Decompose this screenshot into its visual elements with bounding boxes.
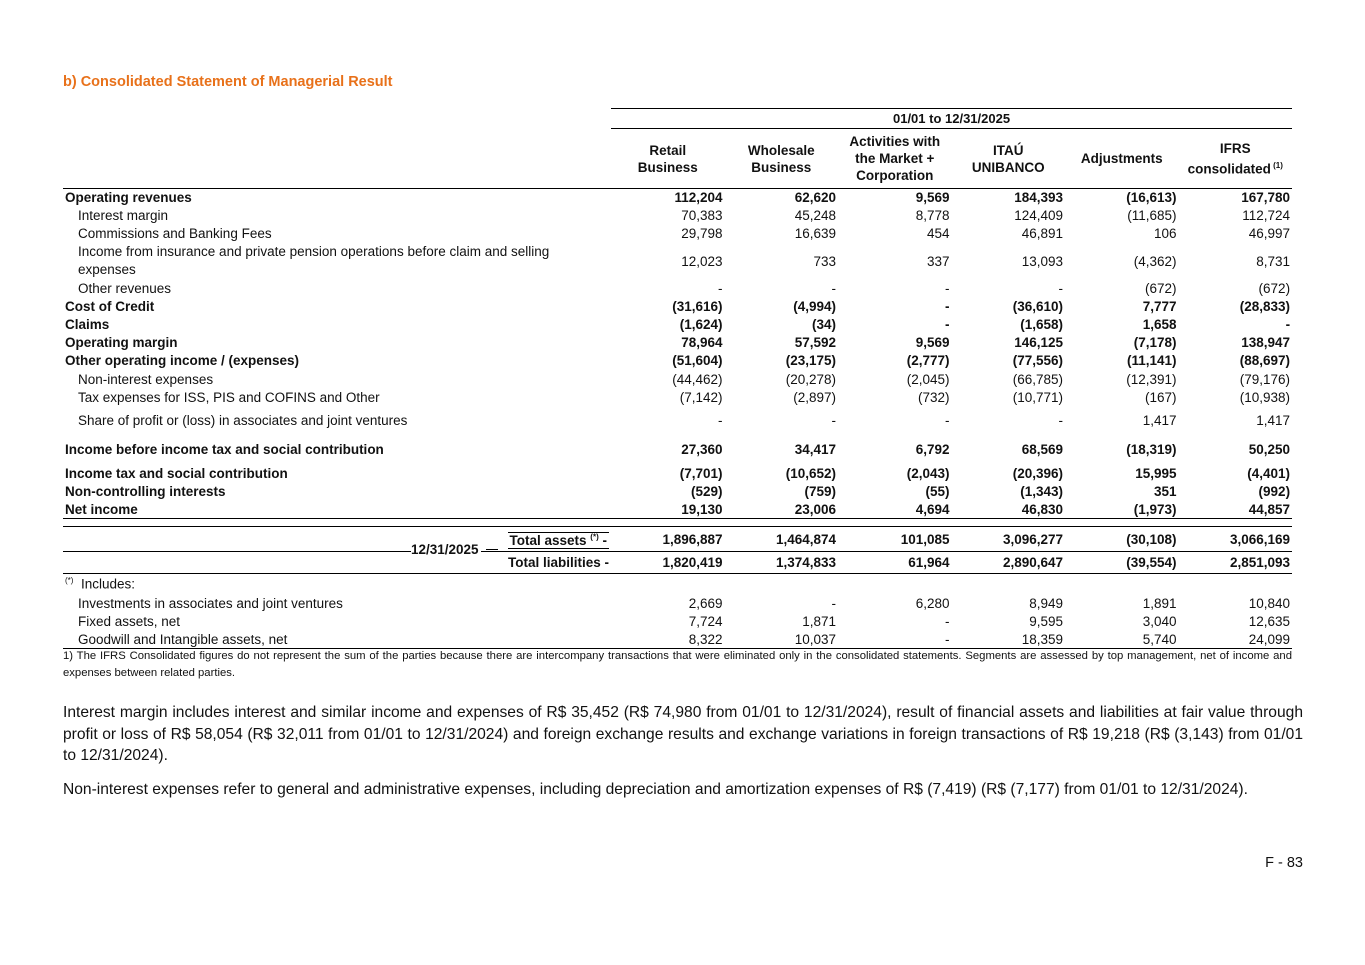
row-label-investments-in-associates-and-joint-ventures: Investments in associates and joint ventures [78,595,343,611]
bracket-connector [486,549,498,550]
share-of-profit-or-loss-in-associates-and-joint-ventures-value-1: - [831,413,836,429]
other-operating-income-expenses-value-2: (2,777) [906,353,950,369]
income-before-income-tax-and-social-contribution-value-1: 34,417 [794,442,836,458]
table-row [63,612,1292,630]
net-income-value-3: 46,830 [952,501,1066,519]
table-row [63,388,1292,406]
total-liabilities-value-2: 61,964 [838,552,952,574]
operating-revenues-value-1: 62,620 [794,190,836,206]
table-row [63,225,1292,243]
row-label-operating-margin: Operating margin [65,335,178,351]
cost-of-credit-value-3: (36,610) [1012,298,1063,314]
cost-of-credit-value-0: (31,616) [672,298,723,314]
cost-of-credit-value-5: (28,833) [1239,298,1291,314]
fixed-assets-net-value-0: 7,724 [688,613,723,629]
table-row [63,315,1292,333]
income-from-insurance-and-private-pension-operations-before-claim-and-selling-expenses-value-1: 733 [813,253,836,269]
income-before-income-tax-and-social-contribution-value-3: 68,569 [1021,442,1063,458]
share-of-profit-or-loss-in-associates-and-joint-ventures-value-4: 1,417 [1142,413,1177,429]
investments-in-associates-and-joint-ventures-value-4: 1,891 [1142,595,1177,611]
cost-of-credit-value-2: - [945,298,950,314]
column-header-3: ITAÚ UNIBANCO [952,129,1066,189]
fixed-assets-net-value-3: 9,595 [1029,613,1063,629]
row-label-income-from-insurance-and-private-pension-operations-before-claim-and-selling-expenses: Income from insurance and private pension operations before claim and selling expenses [78,244,550,278]
operating-revenues-value-3: 184,393 [1014,190,1063,206]
row-label-other-revenues: Other revenues [78,280,172,296]
non-controlling-interests-value-3: (1,343) [1020,484,1063,500]
goodwill-and-intangible-assets-net-value-5: 24,099 [1179,630,1293,648]
share-of-profit-or-loss-in-associates-and-joint-ventures-value-3: - [1058,413,1063,429]
row-label-net-income: Net income [63,501,611,519]
column-header-0: Retail Business [611,129,725,189]
row-label-income-before-income-tax-and-social-contribution: Income before income tax and social contribution [65,442,384,458]
table-row [63,435,1292,464]
total-liabilities-label: Total liabilities - [63,552,611,574]
income-tax-and-social-contribution-value-4: 15,995 [1135,465,1177,481]
other-revenues-value-4: (672) [1144,280,1177,296]
goodwill-and-intangible-assets-net-value-4: 5,740 [1065,630,1179,648]
row-label-operating-revenues: Operating revenues [65,190,192,206]
total-assets-label: Total assets (*) - [509,532,607,548]
table-row [63,406,1292,435]
share-of-profit-or-loss-in-associates-and-joint-ventures-value-2: - [945,413,950,429]
income-from-insurance-and-private-pension-operations-before-claim-and-selling-expenses-value-4: (4,362) [1133,253,1177,269]
income-from-insurance-and-private-pension-operations-before-claim-and-selling-expenses-value-5: 8,731 [1256,253,1291,269]
row-label-commissions-and-banking-fees: Commissions and Banking Fees [78,226,272,242]
investments-in-associates-and-joint-ventures-value-2: 6,280 [915,595,950,611]
income-from-insurance-and-private-pension-operations-before-claim-and-selling-expenses-value-2: 337 [926,253,950,269]
non-controlling-interests-value-2: (55) [925,484,950,500]
goodwill-and-intangible-assets-net-value-3: 18,359 [952,630,1066,648]
other-revenues-value-5: (672) [1258,280,1291,296]
table-row [63,207,1292,225]
column-header-4: Adjustments [1065,129,1179,189]
section-title: b) Consolidated Statement of Managerial Result [63,74,393,90]
table-row [63,464,1292,482]
commissions-and-banking-fees-value-1: 16,639 [794,226,836,242]
other-operating-income-expenses-value-3: (77,556) [1012,353,1063,369]
table-row [63,297,1292,315]
row-label-cost-of-credit: Cost of Credit [65,298,155,314]
row-label-claims: Claims [65,317,110,333]
total-liabilities-value-1: 1,374,833 [725,552,839,574]
interest-margin-value-3: 124,409 [1014,208,1063,224]
total-assets-value-0: 1,896,887 [611,527,725,552]
tax-expenses-for-iss-pis-and-cofins-and-other-value-5: (10,938) [1239,389,1291,405]
income-tax-and-social-contribution-value-5: (4,401) [1247,465,1291,481]
non-controlling-interests-value-5: (992) [1258,484,1291,500]
other-operating-income-expenses-value-0: (51,604) [672,353,723,369]
non-interest-expenses-value-4: (12,391) [1126,371,1177,387]
table-row [63,352,1292,370]
net-income-value-4: (1,973) [1065,501,1179,519]
interest-margin-value-5: 112,724 [1242,208,1291,224]
tax-expenses-for-iss-pis-and-cofins-and-other-value-0: (7,142) [679,389,723,405]
non-controlling-interests-value-0: (529) [690,484,723,500]
operating-revenues-value-5: 167,780 [1241,190,1291,206]
other-revenues-value-3: - [1058,280,1063,296]
commissions-and-banking-fees-value-2: 454 [926,226,950,242]
header-blank [63,109,611,129]
claims-value-1: (34) [811,317,836,333]
income-before-income-tax-and-social-contribution-value-5: 50,250 [1248,442,1291,458]
non-controlling-interests-value-1: (759) [804,484,836,500]
row-label-goodwill-and-intangible-assets-net: Goodwill and Intangible assets, net [63,630,611,648]
non-interest-expenses-value-5: (79,176) [1239,371,1291,387]
net-income-value-0: 19,130 [611,501,725,519]
commissions-and-banking-fees-value-0: 29,798 [681,226,723,242]
interest-margin-value-2: 8,778 [915,208,950,224]
investments-in-associates-and-joint-ventures-value-0: 2,669 [688,595,723,611]
claims-value-0: (1,624) [679,317,723,333]
operating-revenues-value-4: (16,613) [1126,190,1177,206]
non-interest-expenses-value-0: (44,462) [672,371,723,387]
commissions-and-banking-fees-value-4: 106 [1153,226,1177,242]
cost-of-credit-value-4: 7,777 [1142,298,1177,314]
net-income-value-2: 4,694 [838,501,952,519]
table-row [63,594,1292,612]
other-operating-income-expenses-value-1: (23,175) [785,353,836,369]
column-header-1: Wholesale Business [725,129,839,189]
total-assets-value-3: 3,096,277 [952,527,1066,552]
operating-margin-value-3: 146,125 [1014,335,1063,351]
page-number: F - 83 [1265,855,1303,871]
income-from-insurance-and-private-pension-operations-before-claim-and-selling-expenses-value-0: 12,023 [681,253,723,269]
fixed-assets-net-value-5: 12,635 [1248,613,1291,629]
row-label-non-controlling-interests: Non-controlling interests [65,484,226,500]
non-controlling-interests-value-4: 351 [1153,484,1177,500]
balance-date-cell [63,527,611,558]
other-revenues-value-0: - [718,280,723,296]
non-interest-expenses-value-2: (2,045) [906,371,950,387]
income-tax-and-social-contribution-value-3: (20,396) [1012,465,1063,481]
managerial-result-table [63,108,1292,649]
total-liabilities-value-4: (39,554) [1065,552,1179,574]
interest-margin-value-0: 70,383 [681,208,723,224]
row-label-non-interest-expenses: Non-interest expenses [78,371,214,387]
table-row [63,189,1292,207]
table-row [63,501,1292,519]
share-of-profit-or-loss-in-associates-and-joint-ventures-value-5: 1,417 [1256,413,1291,429]
cost-of-credit-value-1: (4,994) [793,298,836,314]
other-revenues-value-2: - [945,280,950,296]
interest-margin-value-4: (11,685) [1127,208,1177,224]
claims-value-3: (1,658) [1020,317,1063,333]
table-row [63,630,1292,648]
income-tax-and-social-contribution-value-1: (10,652) [785,465,836,481]
fixed-assets-net-value-2: - [945,613,950,629]
row-label-other-operating-income-expenses: Other operating income / (expenses) [65,353,300,369]
income-tax-and-social-contribution-value-2: (2,043) [906,465,950,481]
other-operating-income-expenses-value-5: (88,697) [1239,353,1291,369]
interest-margin-value-1: 45,248 [794,208,836,224]
interest-margin-note: Interest margin includes interest and similar income and expenses of R$ 35,452 (R$ 74,980 from 01/01 to 12/31/2024), result of financial assets and liabilities at fair value through profit or loss of R$ 58,054 (R$ 32,011 from 01/01 to 12/31/2024) and foreign exchange results and exchange variations in foreign transactions of R$ 19,218 (R$ (3,143) from 01/01 to 12/31/2024). [63,704,1303,764]
row-label-share-of-profit-or-loss-in-associates-and-joint-ventures: Share of profit or (loss) in associates and joint ventures [78,413,408,429]
claims-value-2: - [945,317,950,333]
non-interest-expenses-value-1: (20,278) [785,371,836,387]
total-liabilities-value-3: 2,890,647 [952,552,1066,574]
fixed-assets-net-value-4: 3,040 [1142,613,1177,629]
operating-revenues-value-2: 9,569 [915,190,950,206]
claims-value-4: 1,658 [1142,317,1177,333]
non-interest-expenses-value-3: (66,785) [1012,371,1063,387]
income-tax-and-social-contribution-value-0: (7,701) [679,465,723,481]
operating-revenues-value-0: 112,204 [674,190,723,206]
income-before-income-tax-and-social-contribution-value-0: 27,360 [681,442,723,458]
claims-value-5: - [1285,317,1291,333]
total-assets-value-2: 101,085 [838,527,952,552]
operating-margin-value-2: 9,569 [915,335,950,351]
column-header-2: Activities with the Market + Corporation [838,129,952,189]
other-operating-income-expenses-value-4: (11,141) [1126,353,1177,369]
operating-margin-value-0: 78,964 [681,335,723,351]
operating-margin-value-4: (7,178) [1133,335,1177,351]
operating-margin-value-5: 138,947 [1241,335,1291,351]
table-row [63,243,1292,279]
investments-in-associates-and-joint-ventures-value-3: 8,949 [1029,595,1063,611]
goodwill-and-intangible-assets-net-value-1: 10,037 [725,630,839,648]
table-row [63,334,1292,352]
includes-label: (*) Includes: [65,576,136,592]
other-revenues-value-1: - [831,280,836,296]
goodwill-and-intangible-assets-net-value-0: 8,322 [611,630,725,648]
investments-in-associates-and-joint-ventures-value-5: 10,840 [1248,595,1291,611]
balance-date: 12/31/2025 [411,542,479,558]
fixed-assets-net-value-1: 1,871 [802,613,836,629]
net-income-value-5: 44,857 [1179,501,1293,519]
commissions-and-banking-fees-value-3: 46,891 [1021,226,1063,242]
total-assets-value-4: (30,108) [1065,527,1179,552]
income-from-insurance-and-private-pension-operations-before-claim-and-selling-expenses-value-3: 13,093 [1021,253,1063,269]
non-interest-expenses-note: Non-interest expenses refer to general and administrative expenses, including depreciation and amortization expenses of R$ (7,419) (R$ (7,177) from 01/01 to 12/31/2024). [63,781,1248,798]
row-label-fixed-assets-net: Fixed assets, net [78,613,181,629]
total-liabilities-value-5: 2,851,093 [1179,552,1293,574]
row-label-interest-margin: Interest margin [78,208,169,224]
commissions-and-banking-fees-value-5: 46,997 [1248,226,1291,242]
table-row [63,279,1292,297]
tax-expenses-for-iss-pis-and-cofins-and-other-value-2: (732) [917,389,950,405]
row-label-tax-expenses-for-iss-pis-and-cofins-and-other: Tax expenses for ISS, PIS and COFINS and Other [78,389,380,405]
investments-in-associates-and-joint-ventures-value-1: - [831,595,836,611]
goodwill-and-intangible-assets-net-value-2: - [838,630,952,648]
table-row [63,483,1292,501]
table-row [63,370,1292,388]
table-footnote: 1) The IFRS Consolidated figures do not represent the sum of the parties because there are intercompany transactions that were eliminated only in the consolidated statements. Segments are assessed by top management, net of income and expenses between related parties. [63,650,1292,679]
total-assets-value-5: 3,066,169 [1179,527,1293,552]
income-before-income-tax-and-social-contribution-value-4: (18,319) [1126,442,1177,458]
total-assets-value-1: 1,464,874 [725,527,839,552]
tax-expenses-for-iss-pis-and-cofins-and-other-value-1: (2,897) [793,389,836,405]
period-header: 01/01 to 12/31/2025 [611,109,1292,129]
total-liabilities-value-0: 1,820,419 [611,552,725,574]
row-label-income-tax-and-social-contribution: Income tax and social contribution [65,465,288,481]
income-before-income-tax-and-social-contribution-value-2: 6,792 [915,442,950,458]
share-of-profit-or-loss-in-associates-and-joint-ventures-value-0: - [718,413,723,429]
net-income-value-1: 23,006 [725,501,839,519]
column-header-5: IFRS consolidated $^{(1)}$ [1179,129,1293,189]
operating-margin-value-1: 57,592 [794,335,836,351]
tax-expenses-for-iss-pis-and-cofins-and-other-value-3: (10,771) [1012,389,1063,405]
header-blank-label [63,129,611,189]
tax-expenses-for-iss-pis-and-cofins-and-other-value-4: (167) [1144,389,1177,405]
